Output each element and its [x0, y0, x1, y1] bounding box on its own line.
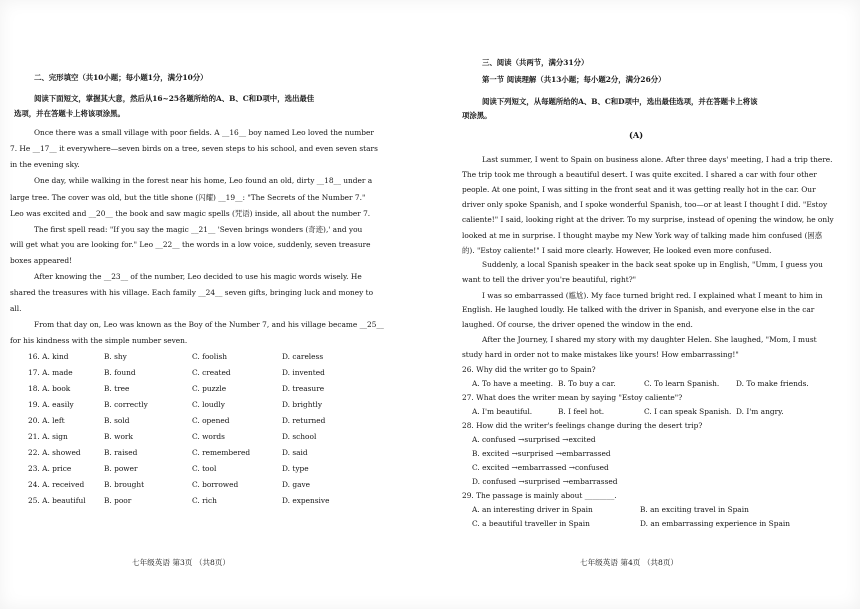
option-16-c: C. foolish — [192, 352, 228, 361]
option-16-b: B. shy — [104, 352, 127, 361]
cloze-instruction-line-1: 阅读下面短文，掌握其大意，然后从16~25各题所给的A、B、C和D项中，选出最佳 — [34, 94, 315, 103]
q27-option-d: D. I'm angry. — [736, 407, 784, 416]
cloze-paragraph-line: Once there was a small village with poor fields. A __16__ boy named Leo loved the number — [34, 128, 374, 137]
passage-line: driver only spoke Spanish, and I spoke wonderful Spanish, too—or at least I thought I did. "Estoy — [462, 200, 828, 209]
q28-option-b: B. excited →surprised →embarrassed — [472, 449, 611, 458]
passage-line: want to tell the driver you're beautiful, right?" — [462, 275, 637, 284]
reading-section-title: 三、阅读（共两节，满分31分） — [482, 58, 589, 67]
option-22-c: C. remembered — [192, 448, 251, 457]
passage-line: laughed. Of course, the driver opened the window in the end. — [462, 320, 693, 329]
option-25-d: D. expensive — [282, 496, 330, 505]
option-17-a: 17. A. made — [28, 368, 73, 377]
cloze-paragraph-line: boxes appeared! — [10, 256, 73, 265]
option-23-a: 23. A. price — [28, 464, 72, 473]
option-21-d: D. school — [282, 432, 317, 441]
q29-option-d: D. an embarrassing experience in Spain — [640, 519, 790, 528]
option-18-d: D. treasure — [282, 384, 325, 393]
cloze-paragraph-line: One day, while walking in the forest near his home, Leo found an old, dirty __18__ under a — [34, 176, 373, 185]
passage-line: 的). "Estoy caliente!" I said more clearly. However, He looked even more confused. — [462, 246, 772, 255]
passage-line: English. He laughed loudly. He talked with the driver in Spanish, and everyone else in the car — [462, 305, 815, 314]
option-18-b: B. tree — [104, 384, 130, 393]
reading-instruction-line-1: 阅读下列短文，从每题所给的A、B、C和D项中，选出最佳选项，并在答题卡上将该 — [482, 97, 758, 106]
option-23-d: D. type — [282, 464, 309, 473]
option-21-a: 21. A. sign — [28, 432, 68, 441]
cloze-paragraph-line: all. — [10, 304, 22, 313]
option-17-d: D. invented — [282, 368, 325, 377]
option-19-b: B. correctly — [104, 400, 148, 409]
cloze-section-title: 二、完形填空（共10小题；每小题1分，满分10分） — [34, 73, 208, 82]
option-20-d: D. returned — [282, 416, 326, 425]
option-23-b: B. power — [104, 464, 138, 473]
option-24-d: D. gave — [282, 480, 311, 489]
option-19-c: C. loudly — [192, 400, 225, 409]
option-23-c: C. tool — [192, 464, 217, 473]
cloze-paragraph-line: After knowing the __23__ of the number, Leo decided to use his magic words wisely. He — [34, 272, 362, 281]
option-20-a: 20. A. left — [28, 416, 65, 425]
cloze-paragraph-line: will get what you are looking for." Leo __22__ the words in a low voice, suddenly, seven treasure — [10, 240, 371, 249]
option-16-a: 16. A. kind — [28, 352, 69, 361]
q27-option-a: A. I'm beautiful. — [472, 407, 533, 416]
right-page — [430, 0, 860, 609]
reading-instruction-line-2: 项涂黑。 — [462, 111, 492, 120]
q29-option-a: A. an interesting driver in Spain — [472, 505, 593, 514]
page-footer-right: 七年级英语 第4页 （共8页） — [580, 558, 679, 567]
passage-line: The trip took me through a beautiful desert. I was quite excited. I shared a car with four other — [462, 170, 817, 179]
question-29: 29. The passage is mainly about ________. — [462, 491, 617, 500]
option-25-c: C. rich — [192, 496, 217, 505]
cloze-paragraph-line: large tree. The cover was old, but the title shone (闪耀) __19__: "The Secrets of the Number 7." — [10, 193, 366, 202]
option-16-d: D. careless — [282, 352, 324, 361]
option-17-b: B. found — [104, 368, 136, 377]
option-18-c: C. puzzle — [192, 384, 227, 393]
question-28: 28. How did the writer's feelings change during the desert trip? — [462, 421, 703, 430]
option-19-a: 19. A. easily — [28, 400, 74, 409]
question-26: 26. Why did the writer go to Spain? — [462, 365, 596, 374]
option-22-a: 22. A. showed — [28, 448, 81, 457]
passage-label: (A) — [629, 130, 644, 140]
option-17-c: C. created — [192, 368, 231, 377]
cloze-paragraph-line: 7. He __17__ it everywhere—seven birds on a tree, seven steps to his school, and even seven stars — [10, 144, 378, 153]
q26-option-b: B. To buy a car. — [558, 379, 616, 388]
q29-option-c: C. a beautiful traveller in Spain — [472, 519, 590, 528]
option-22-d: D. said — [282, 448, 308, 457]
option-24-a: 24. A. received — [28, 480, 85, 489]
passage-line: looked at me in surprise. I thought maybe my New York way of talking made him confused (困惑 — [462, 231, 823, 240]
cloze-paragraph-line: shared the treasures with his village. Each family __24__ seven gifts, bringing luck and money to — [10, 288, 374, 297]
option-21-c: C. words — [192, 432, 225, 441]
option-19-d: D. brightly — [282, 400, 322, 409]
option-25-b: B. poor — [104, 496, 132, 505]
q28-option-c: C. excited →embarrassed →confused — [472, 463, 609, 472]
q27-option-b: B. I feel hot. — [558, 407, 605, 416]
passage-line: Last summer, I went to Spain on business alone. After three days' meeting, I had a trip there. — [482, 155, 833, 164]
option-25-a: 25. A. beautiful — [28, 496, 86, 505]
cloze-paragraph-line: From that day on, Leo was known as the Boy of the Number 7, and his village became __25__ — [34, 320, 384, 329]
q28-option-d: D. confused →surprised →embarrassed — [472, 477, 618, 486]
q26-option-a: A. To have a meeting. — [472, 379, 553, 388]
cloze-instruction-line-2: 选项，并在答题卡上将该项涂黑。 — [14, 109, 125, 118]
cloze-paragraph-line: in the evening sky. — [10, 160, 80, 169]
q27-option-c: C. I can speak Spanish. — [644, 407, 732, 416]
reading-part-title: 第一节 阅读理解（共13小题；每小题2分，满分26分） — [482, 75, 666, 84]
passage-line: people. At one point, I was sitting in the front seat and it was getting really hot in the car. Our — [462, 185, 816, 194]
option-24-b: B. brought — [104, 480, 145, 489]
option-20-c: C. opened — [192, 416, 230, 425]
option-24-c: C. borrowed — [192, 480, 239, 489]
option-18-a: 18. A. book — [28, 384, 71, 393]
option-20-b: B. sold — [104, 416, 130, 425]
passage-line: study hard in order not to make mistakes like yours! How embarrassing!" — [462, 350, 739, 359]
passage-line: I was so embarrassed (尴尬). My face turned bright red. I explained what I meant to him in — [482, 291, 823, 300]
passage-line: caliente!" I said, looking right at the driver. To my surprise, instead of opening the window, he only — [462, 215, 834, 224]
cloze-paragraph-line: The first spell read: "If you say the magic __21__ 'Seven brings wonders (奇迹),' and you — [34, 225, 363, 234]
option-21-b: B. work — [104, 432, 133, 441]
passage-line: Suddenly, a local Spanish speaker in the back seat spoke up in English, "Umm, I guess you — [482, 260, 823, 269]
q29-option-b: B. an exciting travel in Spain — [640, 505, 749, 514]
passage-line: After the Journey, I shared my story with my daughter Helen. She laughed, "Mom, I must — [482, 335, 817, 344]
question-27: 27. What does the writer mean by saying "Estoy caliente"? — [462, 393, 683, 402]
cloze-paragraph-line: for his kindness with the simple number seven. — [10, 336, 188, 345]
q26-option-c: C. To learn Spanish. — [644, 379, 720, 388]
cloze-paragraph-line: Leo was excited and __20__ the book and saw magic spells (咒语) inside, all about the number 7. — [10, 209, 371, 218]
q26-option-d: D. To make friends. — [736, 379, 809, 388]
option-22-b: B. raised — [104, 448, 138, 457]
page-footer-left: 七年级英语 第3页 （共8页） — [132, 558, 231, 567]
q28-option-a: A. confused →surprised →excited — [472, 435, 596, 444]
